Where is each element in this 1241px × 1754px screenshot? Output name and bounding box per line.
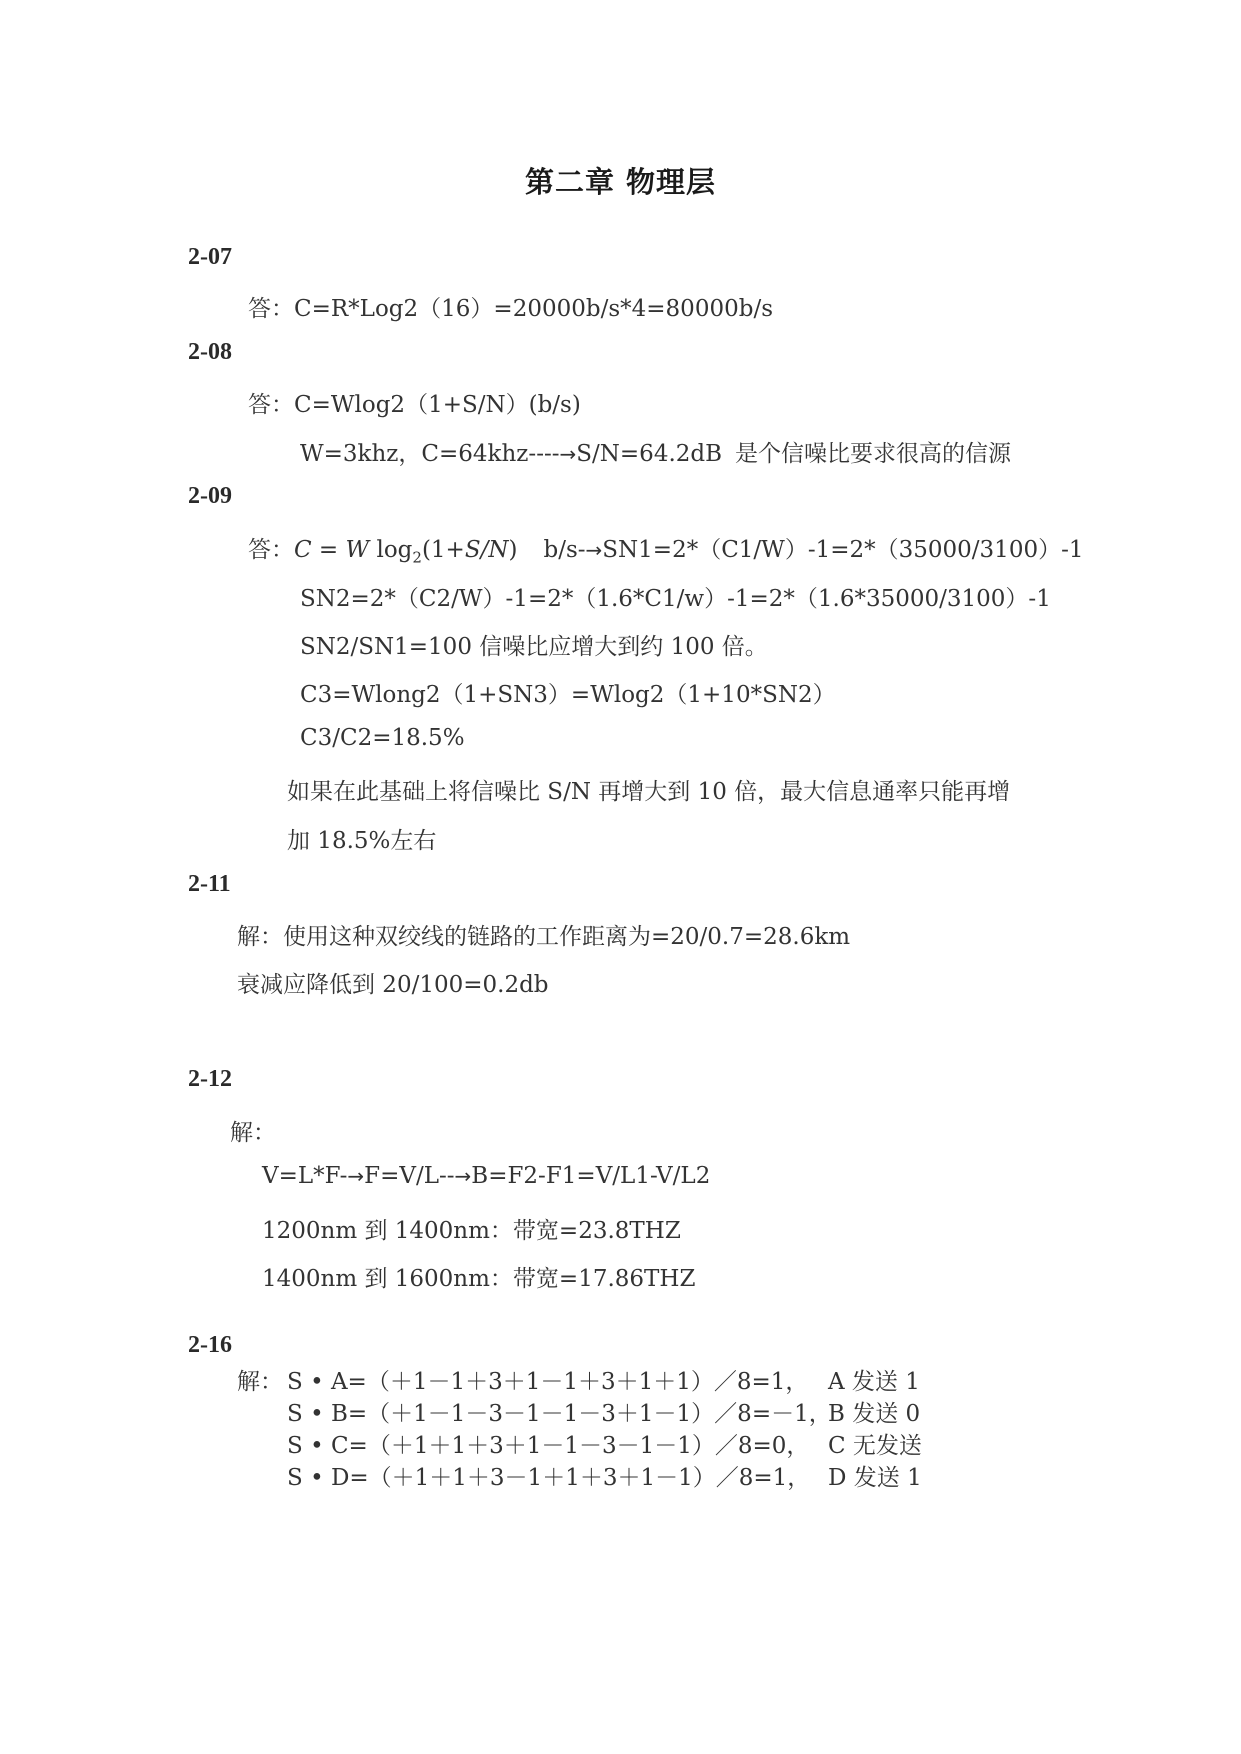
section-heading-2-16: 2-16 [188, 1332, 232, 1358]
answer-label: 答： [248, 296, 294, 322]
code-row-result: A 发送 1 [828, 1369, 920, 1395]
answer-line [262, 1163, 710, 1189]
code-row-result: D 发送 1 [828, 1465, 922, 1491]
answer-line: 解：使用这种双绞线的链路的工作距离为=20/0.7=28.6km [237, 924, 851, 950]
arrow-right-icon: → [454, 1164, 472, 1188]
answer-line: SN2/SN1=100 信噪比应增大到约 100 倍。 [300, 634, 768, 660]
answer-text: C=R*Log2（16）=20000b/s*4=80000b/s [294, 296, 773, 322]
answer-note: 是个信噪比要求很高的信源 [735, 441, 1011, 467]
answer-text: W=3khz，C=64khz---- [300, 441, 560, 467]
answer-line: 1400nm 到 1600nm：带宽=17.86THZ [262, 1266, 696, 1292]
answer-label: 答： [248, 392, 294, 418]
answer-line: 衰减应降低到 20/100=0.2db [237, 972, 549, 998]
code-row-result: B 发送 0 [828, 1401, 921, 1427]
answer-line [248, 531, 1083, 567]
section-heading-2-11: 2-11 [188, 871, 231, 897]
answer-text: S/N=64.2dB [576, 441, 723, 467]
formula-unit: b/s- [543, 537, 586, 563]
answer-text: C=Wlog2（1+S/N）(b/s) [294, 392, 581, 418]
answer-line: 加 18.5%左右 [287, 828, 437, 854]
arrow-right-icon: → [585, 538, 603, 562]
answer-label: 答： [248, 537, 294, 563]
formula-paren-close: ) [508, 537, 518, 563]
answer-line: SN2=2*（C2/W）-1=2*（1.6*C1/w）-1=2*（1.6*35000/3100）-1 [300, 586, 1051, 612]
code-row-expr: S • B=（＋1－1－3－1－1－3＋1－1）／8=－1， [287, 1401, 832, 1427]
answer-line: 如果在此基础上将信噪比 S/N 再增大到 10 倍，最大信息通率只能再增 [287, 779, 1011, 805]
code-row-expr: S • D=（＋1＋1＋3－1＋1＋3＋1－1）／8=1， [287, 1465, 811, 1491]
answer-text: B=F2-F1=V/L1-V/L2 [471, 1163, 711, 1189]
formula-eq: = [311, 537, 346, 563]
answer-text: F=V/L-- [364, 1163, 455, 1189]
arrow-right-icon: → [559, 442, 577, 466]
formula-subscript: 2 [412, 548, 422, 567]
code-row-expr: S • A=（＋1－1＋3＋1－1＋3＋1＋1）／8=1， [287, 1369, 809, 1395]
answer-text: V=L*F- [262, 1163, 348, 1189]
formula-c: C [294, 537, 312, 563]
code-row-result: C 无发送 [828, 1433, 922, 1459]
section-heading-2-07: 2-07 [188, 244, 232, 270]
formula-sn: S/N [464, 537, 509, 563]
page-title: 第二章 物理层 [524, 165, 717, 199]
answer-label: 解： [237, 1369, 283, 1395]
answer-label: 解： [230, 1120, 276, 1146]
section-heading-2-08: 2-08 [188, 339, 232, 365]
answer-line [300, 435, 722, 468]
section-heading-2-09: 2-09 [188, 483, 232, 509]
answer-line [248, 386, 581, 419]
answer-line [248, 290, 773, 323]
section-heading-2-12: 2-12 [188, 1066, 232, 1092]
formula-w: W [345, 537, 370, 563]
answer-line: C3=Wlong2（1+SN3）=Wlog2（1+10*SN2） [300, 682, 836, 708]
answer-text: SN1=2*（C1/W）-1=2*（35000/3100）-1 [602, 537, 1084, 563]
code-row-expr: S • C=（＋1＋1＋3＋1－1－3－1－1）／8=0， [287, 1433, 810, 1459]
arrow-right-icon: → [347, 1164, 365, 1188]
answer-line: 1200nm 到 1400nm：带宽=23.8THZ [262, 1218, 681, 1244]
formula-paren-open: (1+ [421, 537, 465, 563]
formula-log: log [369, 537, 413, 563]
answer-line: C3/C2=18.5% [300, 725, 465, 751]
